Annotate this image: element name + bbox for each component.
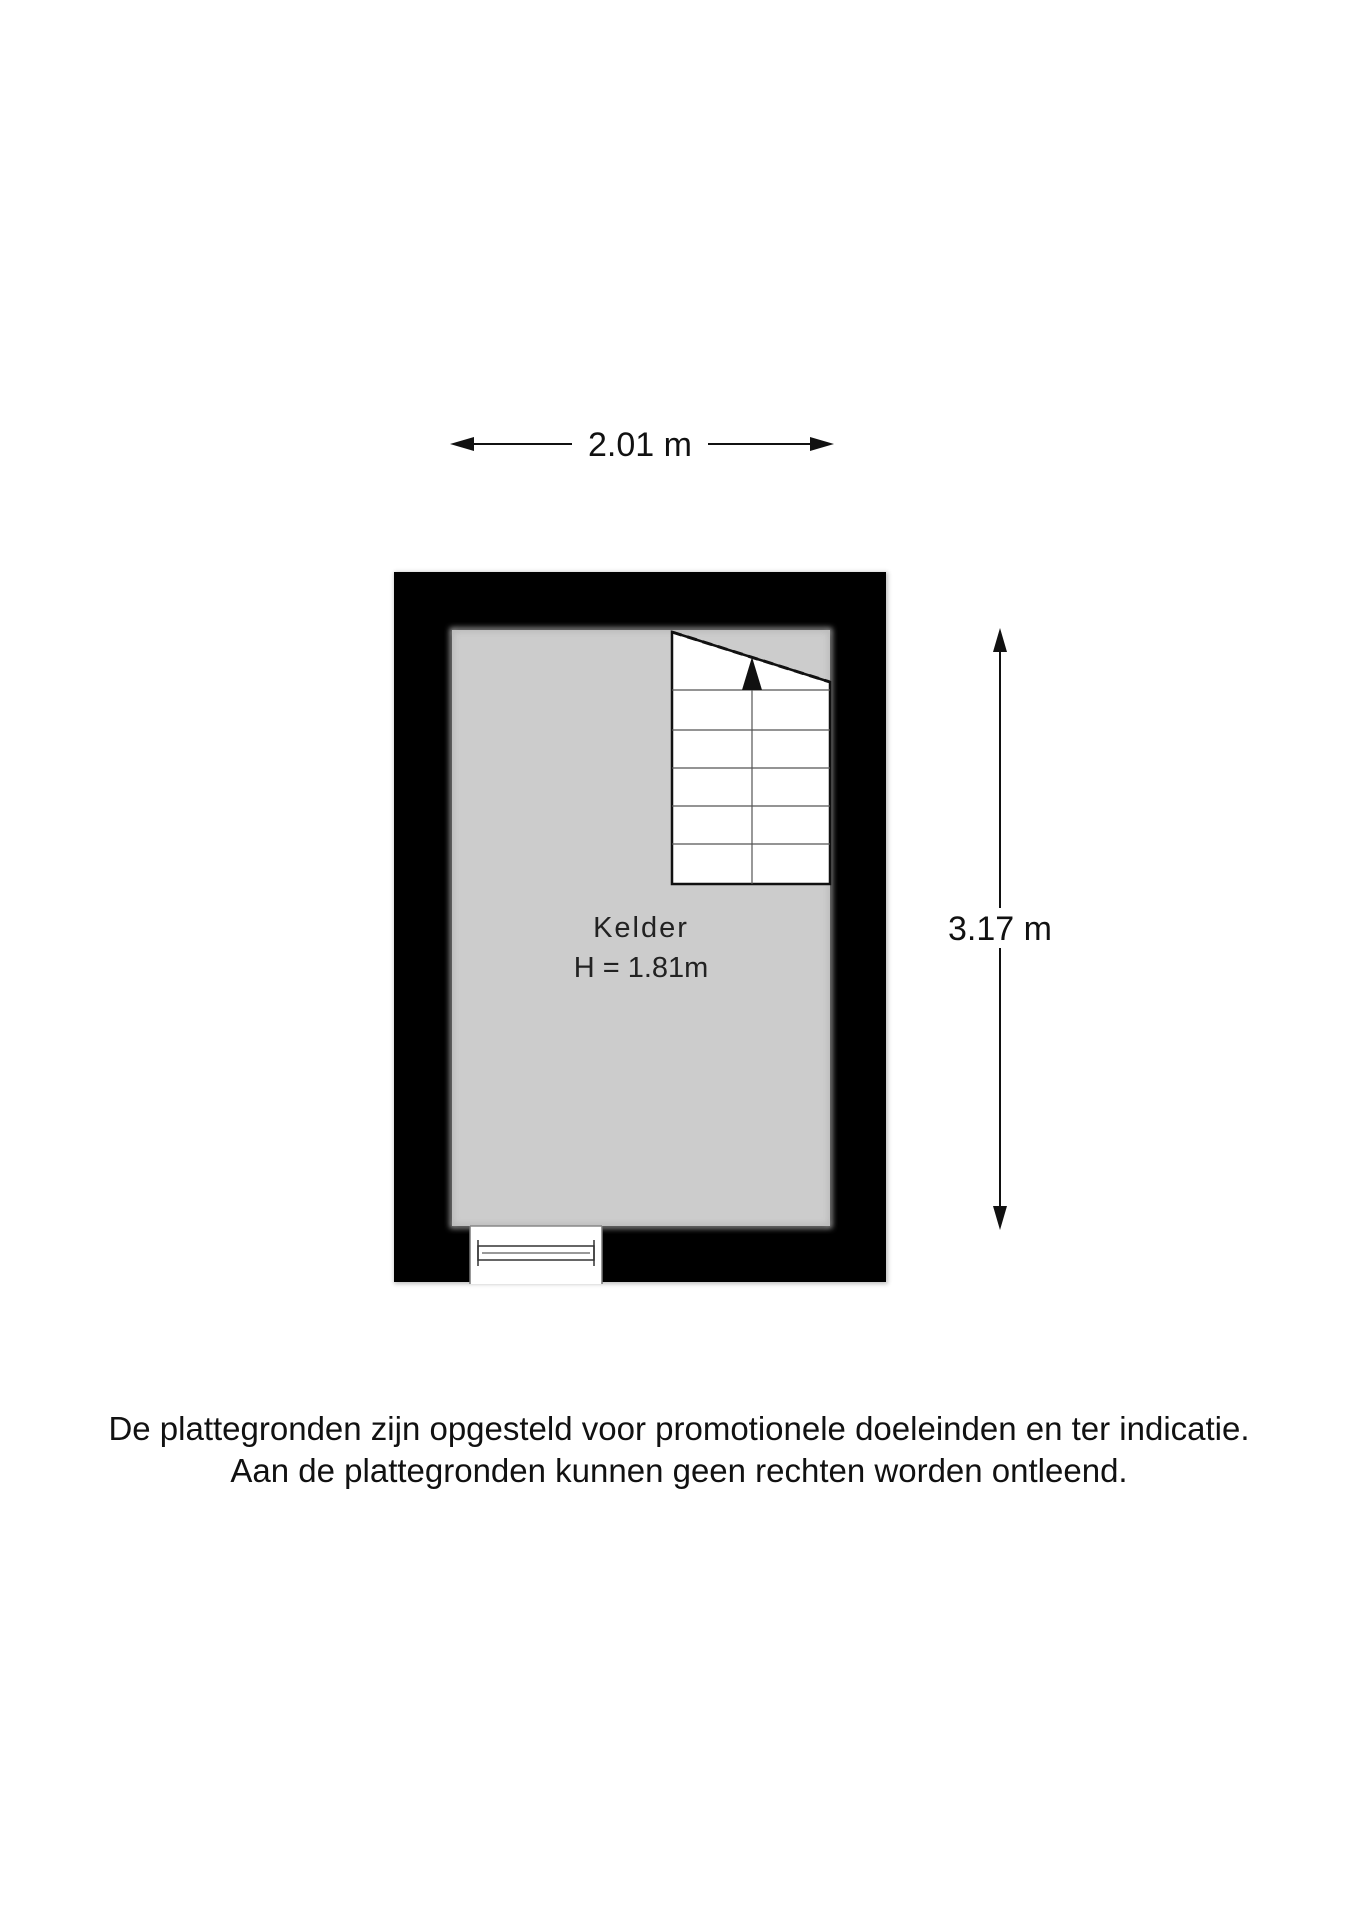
arrow-left-icon bbox=[450, 437, 474, 451]
disclaimer bbox=[0, 1408, 1358, 1492]
height-dimension-label: 3.17 m bbox=[948, 910, 1052, 948]
disclaimer-line-1: De plattegronden zijn opgesteld voor promotionele doeleinden en ter indicatie. bbox=[108, 1410, 1250, 1447]
arrow-down-icon bbox=[993, 1206, 1007, 1230]
doorway bbox=[470, 1226, 602, 1284]
room-name: Kelder bbox=[593, 912, 689, 944]
disclaimer-line-2: Aan de plattegronden kunnen geen rechten worden ontleend. bbox=[230, 1452, 1128, 1489]
width-dimension-label: 2.01 m bbox=[588, 426, 692, 464]
arrow-right-icon bbox=[810, 437, 834, 451]
width-dimension bbox=[450, 426, 834, 464]
arrow-up-icon bbox=[993, 628, 1007, 652]
height-dimension bbox=[948, 628, 1052, 1230]
room-height: H = 1.81m bbox=[573, 952, 709, 984]
